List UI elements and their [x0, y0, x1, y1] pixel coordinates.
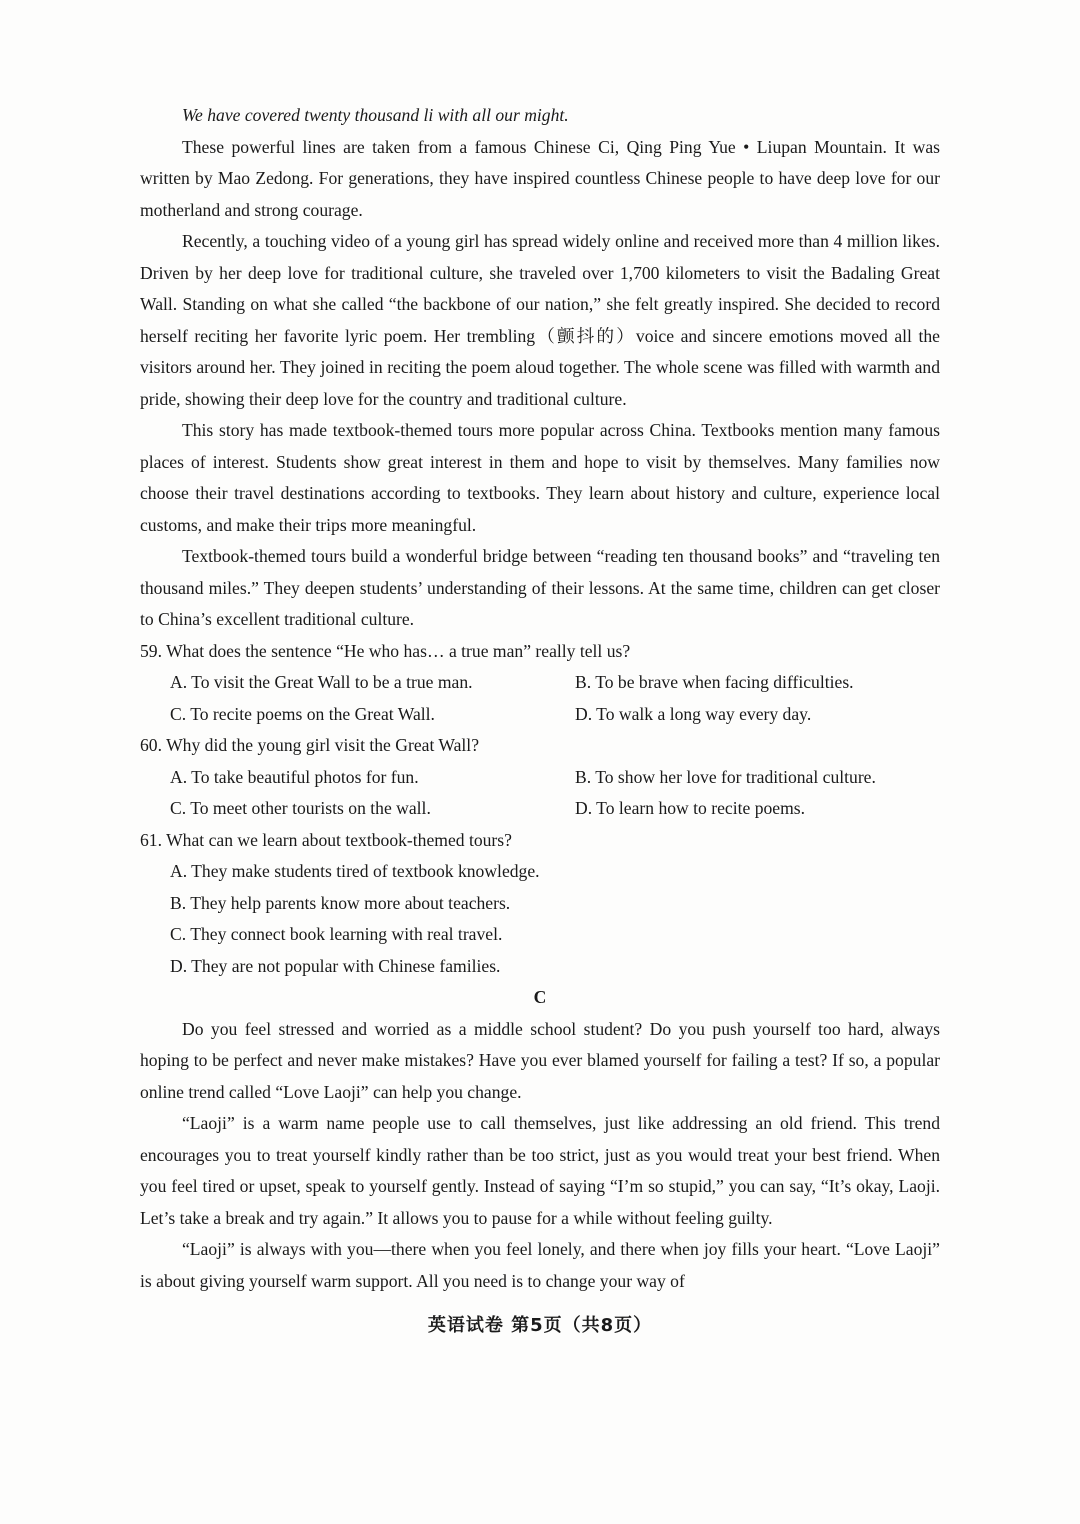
- option-list: [140, 667, 940, 730]
- passage-c-paragraph-3: “Laoji” is always with you—there when you feel lonely, and there when joy fills your heart. “Love Laoji” is about giving yourself warm support. All you need is to change your way of: [140, 1239, 940, 1291]
- option-b: B. To be brave when facing difficulties.: [575, 672, 854, 692]
- option-d: D. To learn how to recite poems.: [575, 798, 806, 818]
- exam-content: [140, 100, 940, 1297]
- question-stem: 61. What can we learn about textbook-themed tours?: [140, 829, 512, 850]
- option-c: C. To recite poems on the Great Wall.: [170, 703, 435, 724]
- poem-quote-line: We have covered twenty thousand li with all our might.: [182, 105, 569, 125]
- passage-c-paragraph-1: Do you feel stressed and worried as a middle school student? Do you push yourself too hard, always hoping to be perfect and never make mistakes? Have you ever blamed yourself for failing a test? If so, a popular online trend called “Love Laoji” can help you change.: [140, 1018, 940, 1102]
- passage-b-paragraph-2: Recently, a touching video of a young girl has spread widely online and received more than 4 million likes. Driven by her deep love for traditional culture, she traveled over 1,700 kilometers to visit the Badaling Great Wall. Standing on what she called “the backbone of our nation,” she felt greatly inspired. She decided to record herself reciting her favorite lyric poem. Her trembling（颤抖的）voice and sincere emotions moved all the visitors around her. They joined in reciting the poem aloud together. The whole scene was filled with warmth and pride, showing their deep love for the country and traditional culture.: [140, 231, 940, 409]
- option-b: B. They help parents know more about teachers.: [170, 892, 511, 913]
- option-a: A. To take beautiful photos for fun.: [170, 766, 419, 787]
- option-b: B. To show her love for traditional culture.: [575, 766, 876, 787]
- option-c: C. They connect book learning with real travel.: [170, 924, 503, 944]
- option-list: [140, 762, 940, 825]
- passage-c-heading: C: [533, 987, 547, 1007]
- question-59: [140, 636, 940, 731]
- option-d: D. To walk a long way every day.: [575, 703, 812, 724]
- option-c: C. To meet other tourists on the wall.: [170, 798, 431, 818]
- question-stem: 59. What does the sentence “He who has… a true man” really tell us?: [140, 640, 631, 661]
- option-a: A. They make students tired of textbook knowledge.: [170, 861, 540, 881]
- page-footer: 英语试卷 第5页（共8页）: [427, 1315, 653, 1336]
- passage-c-paragraph-2: “Laoji” is a warm name people use to call themselves, just like addressing an old friend. This trend encourages you to treat yourself kindly rather than be too strict, just as you would treat your best friend. When you feel tired or upset, speak to yourself gently. Instead of saying “I’m so stupid,” you can say, “It’s okay, Laoji. Let’s take a break and try again.” It allows you to pause for a while without feeling guilty.: [140, 1113, 940, 1228]
- question-60: [140, 730, 940, 825]
- option-a: A. To visit the Great Wall to be a true man.: [170, 672, 473, 692]
- question-stem: 60. Why did the young girl visit the Great Wall?: [140, 735, 479, 755]
- option-list: [140, 856, 940, 982]
- passage-b-paragraph-4: Textbook-themed tours build a wonderful bridge between “reading ten thousand books” and “traveling ten thousand miles.” They deepen students’ understanding of their lessons. At the same time, children can get closer to China’s excellent traditional culture.: [140, 546, 940, 629]
- passage-b-paragraph-1: These powerful lines are taken from a famous Chinese Ci, Qing Ping Yue • Liupan Mountain. It was written by Mao Zedong. For generations, they have inspired countless Chinese people to have deep love for our motherland and strong courage.: [140, 136, 940, 220]
- passage-b-paragraph-3: This story has made textbook-themed tours more popular across China. Textbooks mention many famous places of interest. Students show great interest in them and hope to visit by themselves. Many families now choose their travel destinations according to textbooks. They learn about history and culture, experience local customs, and make their trips more meaningful.: [140, 420, 940, 535]
- question-61: [140, 825, 940, 983]
- option-d: D. They are not popular with Chinese families.: [170, 955, 501, 976]
